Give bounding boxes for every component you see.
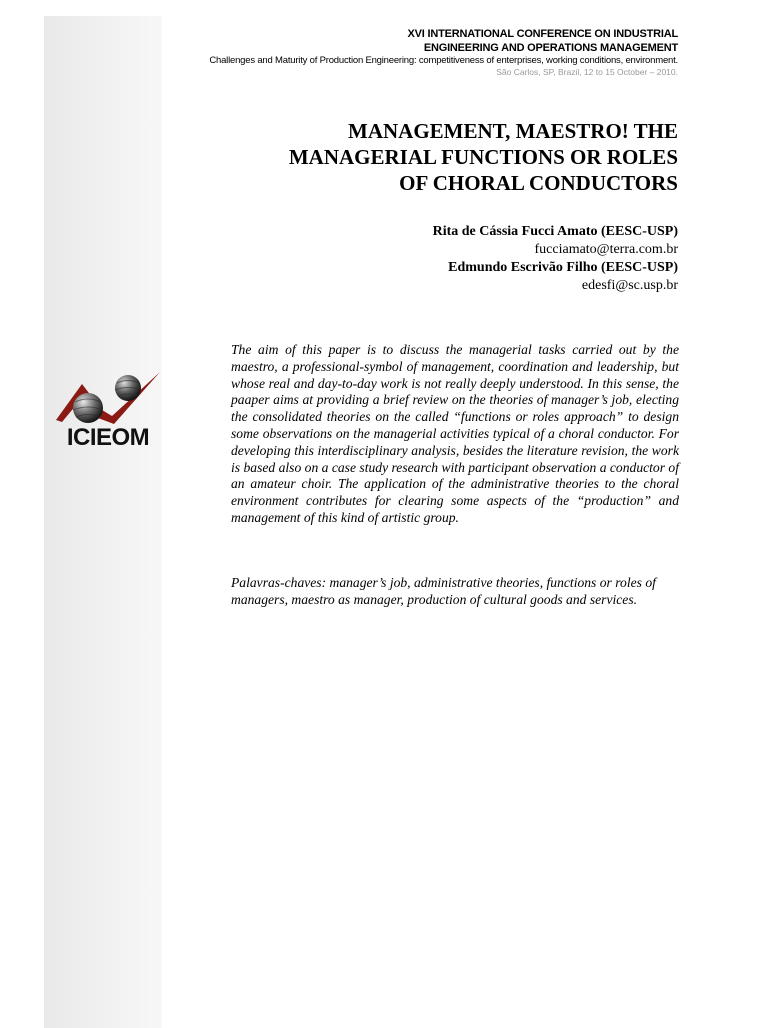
paper-title bbox=[158, 118, 678, 196]
paper-title-line2: MANAGERIAL FUNCTIONS OR ROLES bbox=[288, 145, 678, 169]
author-name: Edmundo Escrivão Filho (EESC-USP) bbox=[448, 260, 678, 275]
conference-theme: Challenges and Maturity of Production Engineering: competitiveness of enterprises, working conditions, environment. bbox=[209, 55, 678, 66]
author-email: edesfi@sc.usp.br bbox=[581, 278, 678, 293]
abstract: The aim of this paper is to discuss the managerial tasks carried out by the maestro, a professional-symbol of management, coordination and leadership, but whose real and day-to-day work is not really deeply understood. In this sense, the paaper aims at providing a brief review on the theories of manager’s job, electing the consolidated theories on the called “functions or roles approach” to design some observations on the managerial activities typical of a choral conductor. For developing this interdisciplinary analysis, besides the literature revision, the work is based also on a case study research with participant observation a conductor of an amateur choir. The application of the administrative theories to the choral environment contributes for clearing some aspects of the “production” and management of this kind of artistic group. bbox=[231, 342, 679, 525]
paper-title-line1: MANAGEMENT, MAESTRO! THE bbox=[348, 119, 678, 143]
sidebar-band bbox=[44, 16, 162, 1028]
conference-header bbox=[118, 27, 678, 78]
conference-name-line2: ENGINEERING AND OPERATIONS MANAGEMENT bbox=[423, 42, 678, 54]
keywords: Palavras-chaves: manager’s job, administrative theories, functions or roles of managers, maestro as manager, production of cultural goods and services. bbox=[231, 575, 656, 607]
author-email: fucciamato@terra.com.br bbox=[534, 242, 678, 257]
conference-name-line1: XVI INTERNATIONAL CONFERENCE ON INDUSTRIAL bbox=[407, 28, 678, 40]
paper-title-line3: OF CHORAL CONDUCTORS bbox=[399, 171, 678, 195]
icieom-logo-text: ICIEOM bbox=[66, 424, 150, 451]
authors-block bbox=[278, 223, 678, 295]
conference-place-date: São Carlos, SP, Brazil, 12 to 15 October – 2010. bbox=[496, 67, 678, 77]
author-name: Rita de Cássia Fucci Amato (EESC-USP) bbox=[432, 224, 678, 239]
